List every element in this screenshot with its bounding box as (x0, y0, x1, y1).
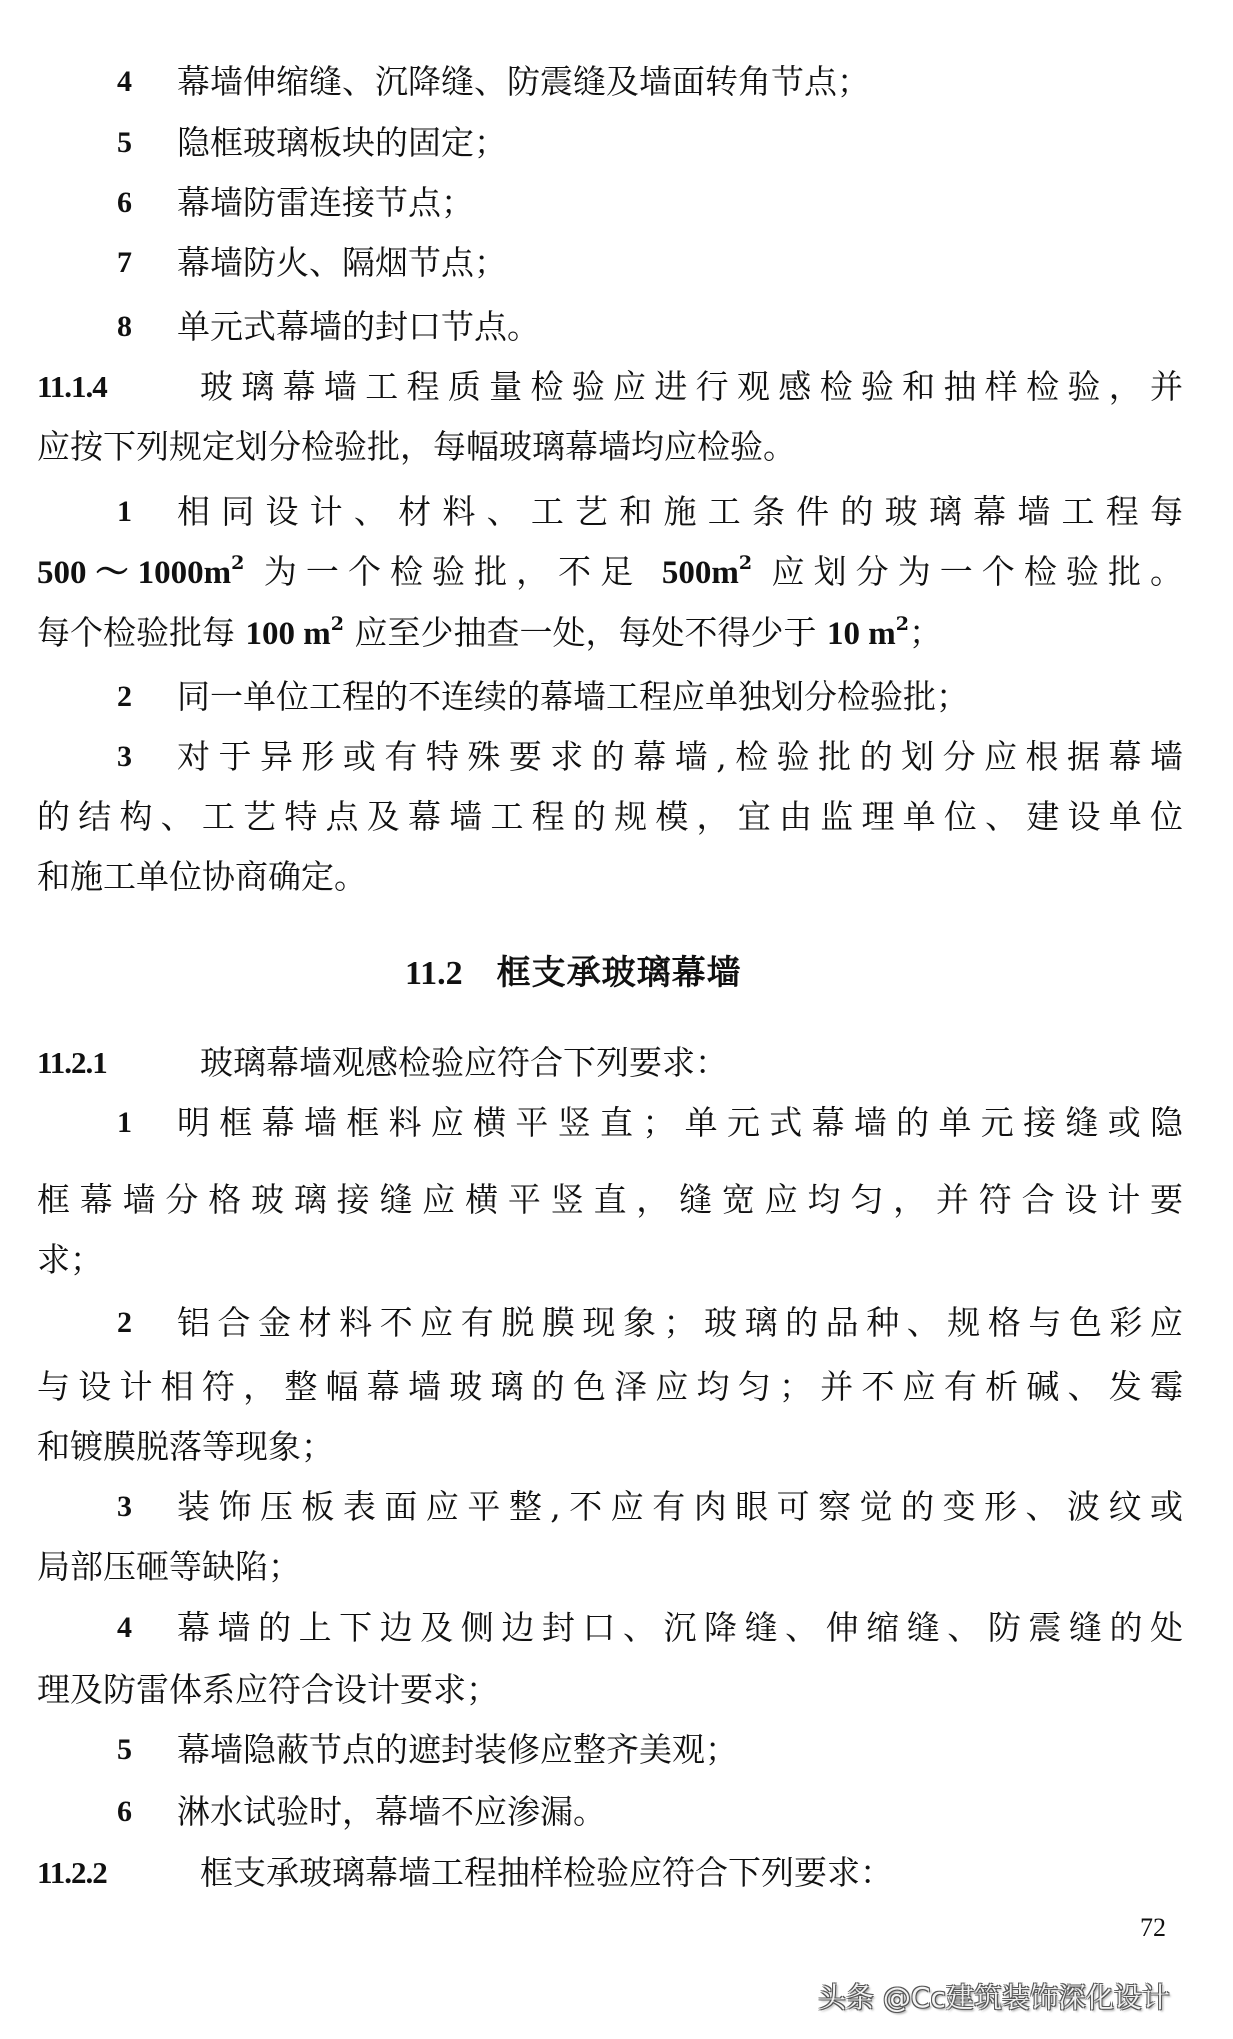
item-text: 淋水试验时，幕墙不应渗漏。 (177, 1792, 606, 1831)
item-text: 单元式幕墙的封口节点。 (177, 307, 540, 346)
item-number: 3 (117, 740, 132, 773)
item-text-continuation: 局部压砸等缺陷； (37, 1547, 301, 1586)
clause-number: 11.2.2 (37, 1855, 107, 1890)
item-text-continuation: 的结构、工艺特点及幕墙工程的规模，宜由监理单位、建设单位 (37, 797, 1183, 836)
item-text-continuation: 和镀膜脱落等现象； (37, 1427, 334, 1466)
item-number: 2 (117, 1306, 132, 1339)
item-number: 2 (117, 680, 132, 713)
superscript: 2 (231, 552, 245, 574)
watermark: 头条 @Cc建筑装饰深化设计 (818, 1981, 1170, 2014)
section-number: 11.2 (405, 955, 463, 992)
item-text: 装饰压板表面应平整,不应有肉眼可察觉的变形、波纹或 (177, 1487, 1183, 1526)
clause-text: 框支承玻璃幕墙工程抽样检验应符合下列要求： (200, 1853, 893, 1892)
text-segment: 应划分为一个检验批。 (752, 552, 1183, 591)
item-number: 3 (117, 1490, 132, 1523)
item-number: 1 (117, 495, 132, 528)
item-number: 6 (117, 186, 132, 219)
clause-number: 11.2.1 (37, 1045, 107, 1080)
item-text-continuation (37, 550, 1183, 594)
item-number: 4 (117, 1611, 132, 1644)
item-text: 幕墙防火、隔烟节点； (177, 243, 507, 282)
item-text-continuation: 框幕墙分格玻璃接缝应横平竖直，缝宽应均匀，并符合设计要 (37, 1180, 1183, 1219)
clause-text-continuation: 应按下列规定划分检验批，每幅玻璃幕墙均应检验。 (37, 427, 796, 466)
clause-11-1-4 (0, 365, 1233, 409)
item-text: 明框幕墙框料应横平竖直；单元式幕墙的单元接缝或隐 (177, 1103, 1183, 1142)
area-value: 100 m (245, 616, 331, 652)
item-number: 5 (117, 1733, 132, 1766)
area-value: 10 m (826, 616, 896, 652)
item-text-continuation: 与设计相符，整幅幕墙玻璃的色泽应均匀；并不应有析碱、发霉 (37, 1367, 1183, 1406)
page-number: 72 (1140, 1913, 1166, 1942)
superscript: 2 (330, 613, 344, 635)
list-item (0, 735, 1233, 779)
area-range: 500～1000m (37, 555, 232, 591)
item-text: 铝合金材料不应有脱膜现象；玻璃的品种、规格与色彩应 (177, 1303, 1183, 1342)
clause-text: 玻璃幕墙工程质量检验应进行观感检验和抽样检验，并 (200, 367, 1183, 406)
item-text: 相同设计、材料、工艺和施工条件的玻璃幕墙工程每 (177, 492, 1183, 531)
superscript: 2 (738, 552, 753, 574)
superscript: 2 (895, 613, 909, 635)
item-text-continuation: 理及防雷体系应符合设计要求； (37, 1670, 499, 1709)
list-item (0, 1485, 1233, 1529)
clause-text: 玻璃幕墙观感检验应符合下列要求： (200, 1043, 728, 1082)
list-item (0, 1606, 1233, 1650)
item-text: 幕墙伸缩缝、沉降缝、防震缝及墙面转角节点； (177, 62, 870, 101)
section-title: 框支承玻璃幕墙 (496, 953, 742, 993)
item-number: 1 (117, 1106, 132, 1139)
item-text: 隐框玻璃板块的固定； (177, 123, 507, 162)
item-number: 7 (117, 246, 132, 279)
item-text: 同一单位工程的不连续的幕墙工程应单独划分检验批； (177, 677, 969, 716)
text-segment: 为一个检验批，不足 (244, 552, 662, 591)
item-text-continuation: 求； (37, 1240, 103, 1279)
area-value: 500m (661, 555, 739, 591)
text-segment: ； (908, 613, 942, 652)
item-text: 幕墙的上下边及侧边封口、沉降缝、伸缩缝、防震缝的处 (177, 1608, 1183, 1647)
clause-number: 11.1.4 (37, 369, 107, 404)
item-number: 6 (117, 1795, 132, 1828)
item-text: 对于异形或有特殊要求的幕墙,检验批的划分应根据幕墙 (177, 737, 1183, 776)
item-text-continuation (37, 611, 942, 655)
list-item (0, 1301, 1233, 1345)
section-heading (405, 949, 742, 997)
text-segment: 应至少抽查一处，每处不得少于 (343, 613, 827, 652)
item-text-continuation: 和施工单位协商确定。 (37, 857, 367, 896)
item-number: 8 (117, 310, 132, 343)
text-segment: 每个检验批每 (37, 613, 246, 652)
item-number: 4 (117, 65, 132, 98)
item-text: 幕墙隐蔽节点的遮封装修应整齐美观； (177, 1730, 738, 1769)
list-item (0, 490, 1233, 534)
list-item (0, 1101, 1233, 1145)
item-text: 幕墙防雷连接节点； (177, 183, 474, 222)
item-number: 5 (117, 126, 132, 159)
